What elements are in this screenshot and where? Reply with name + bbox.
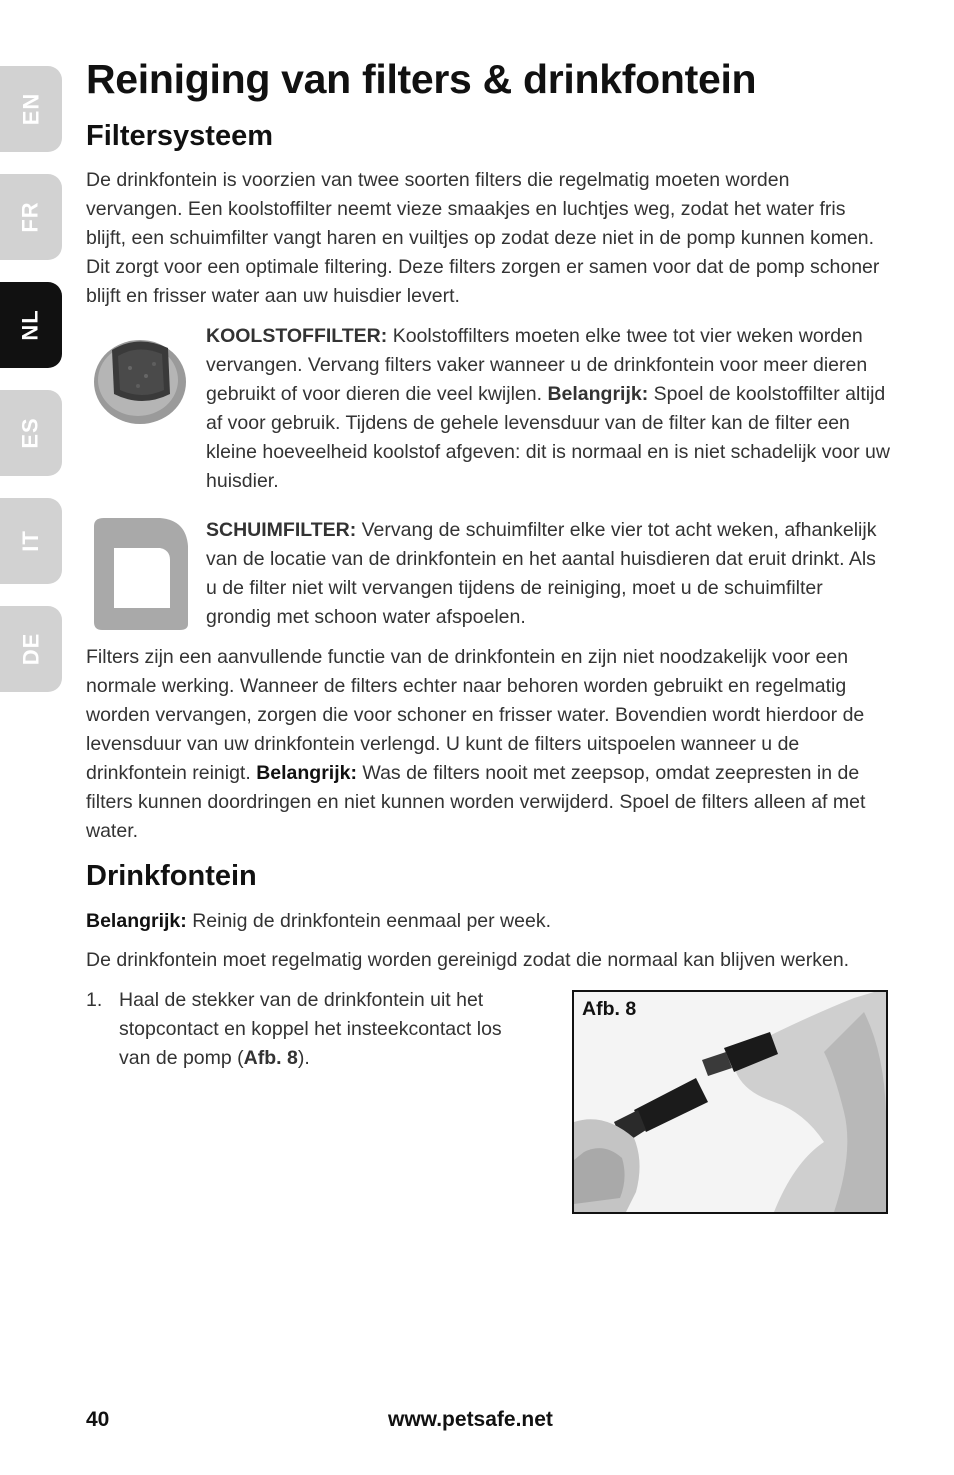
foam-filter-label: SCHUIMFILTER: xyxy=(206,519,357,541)
drinkfontein-intro: De drinkfontein moet regelmatig worden gereinigd zodat die normaal kan blijven werken. xyxy=(86,949,850,971)
tab-fr[interactable] xyxy=(0,174,62,260)
tab-en[interactable] xyxy=(0,66,62,152)
filters-note-text: Filters zijn een aanvullende functie van de drinkfontein en zijn niet noodzakelijk voor een normale werking. Wanneer de filters echter naar behoren worden gebruikt en regelmatig worden vervangen, zorgen die voor schoner en frisser water. Bovendien wordt hierdoor de levensduur van uw drinkfontein verlengd. U kunt de filters uitspoelen wanneer u de drinkfontein reinigt. xyxy=(86,646,865,784)
tab-label: ES xyxy=(17,417,43,449)
tab-label: FR xyxy=(17,201,43,233)
figure-afb-8 xyxy=(572,990,888,1214)
foam-filter-desc: Vervang de schuimfilter elke vier tot acht weken, afhankelijk van de locatie van de drinkfontein en het aantal huisdieren dat eruit drinkt. Als u de filter niet wilt vervangen tijdens de reiniging, moet u de schuimfilter grondig met schoon water afspoelen. xyxy=(206,519,877,628)
tab-label: DE xyxy=(18,632,43,666)
carbon-filter-image xyxy=(90,328,190,433)
carbon-filter-text xyxy=(206,322,890,496)
tab-label: IT xyxy=(18,530,43,552)
important-label: Belangrijk: xyxy=(256,762,357,784)
step-text xyxy=(119,986,529,1073)
tab-de[interactable] xyxy=(0,606,62,692)
step-text-main: Haal de stekker van de drinkfontein uit het stopcontact en koppel het insteekcontact los van de pomp ( xyxy=(119,989,502,1069)
carbon-filter-label: KOOLSTOFFILTER: xyxy=(206,325,388,347)
tab-es[interactable] xyxy=(0,390,62,476)
filtersysteem-intro: De drinkfontein is voorzien van twee soorten filters die regelmatig moeten worden vervangen. Een koolstoffilter neemt vieze smaakjes en luchtjes weg, zodat het water fris blijft, een schuimfilter vangt haren en vuiltjes op zodat deze niet in de pomp kunnen komen. Dit zorgt voor een optimale filtering. Deze filters zorgen er samen voor dat de pomp schoner blijft en frisser water aan uw huisdier levert. xyxy=(86,169,880,307)
drinkfontein-important-text: Reinig de drinkfontein eenmaal per week. xyxy=(192,910,552,932)
tab-label: NL xyxy=(17,309,43,341)
page-number: 40 xyxy=(86,1408,110,1431)
carbon-filter-important: Spoel de koolstoffilter altijd af voor gebruik. Tijdens de gehele levensduur van de filter kan de filter een kleine hoeveelheid koolstof afgeven: dit is normaal en is niet schadelijk voor uw huisdier. xyxy=(206,383,890,492)
figure-label: Afb. 8 xyxy=(582,998,637,1020)
step-number: 1. xyxy=(86,989,103,1011)
tab-label: EN xyxy=(18,92,43,126)
drinkfontein-important xyxy=(86,907,890,936)
filters-note-important: Was de filters nooit met zeepsop, omdat zeepresten in de filters kunnen doordringen en niet kunnen worden verwijderd. Spoel de filters alleen af met water. xyxy=(86,762,866,842)
website-url[interactable]: www.petsafe.net xyxy=(388,1408,553,1431)
tab-it[interactable] xyxy=(0,498,62,584)
plug-photo xyxy=(574,992,886,1212)
important-label: Belangrijk: xyxy=(86,910,187,932)
filters-note xyxy=(86,643,890,846)
foam-filter-text xyxy=(206,516,890,632)
section-heading-drinkfontein: Drinkfontein xyxy=(86,860,257,892)
tab-nl[interactable] xyxy=(0,282,62,368)
carbon-filter-desc: Koolstoffilters moeten elke twee tot vier weken worden vervangen. Vervang filters vaker wanneer u de drinkfontein voor meer dieren gebruikt of voor dieren die veel kwijlen. xyxy=(206,325,868,405)
page-title: Reiniging van filters & drinkfontein xyxy=(86,56,757,102)
section-heading-filtersysteem: Filtersysteem xyxy=(86,120,273,152)
foam-filter-image xyxy=(90,516,190,637)
step-text-end: ). xyxy=(297,1047,310,1069)
important-label: Belangrijk: xyxy=(547,383,649,405)
figure-reference: Afb. 8 xyxy=(243,1047,298,1069)
